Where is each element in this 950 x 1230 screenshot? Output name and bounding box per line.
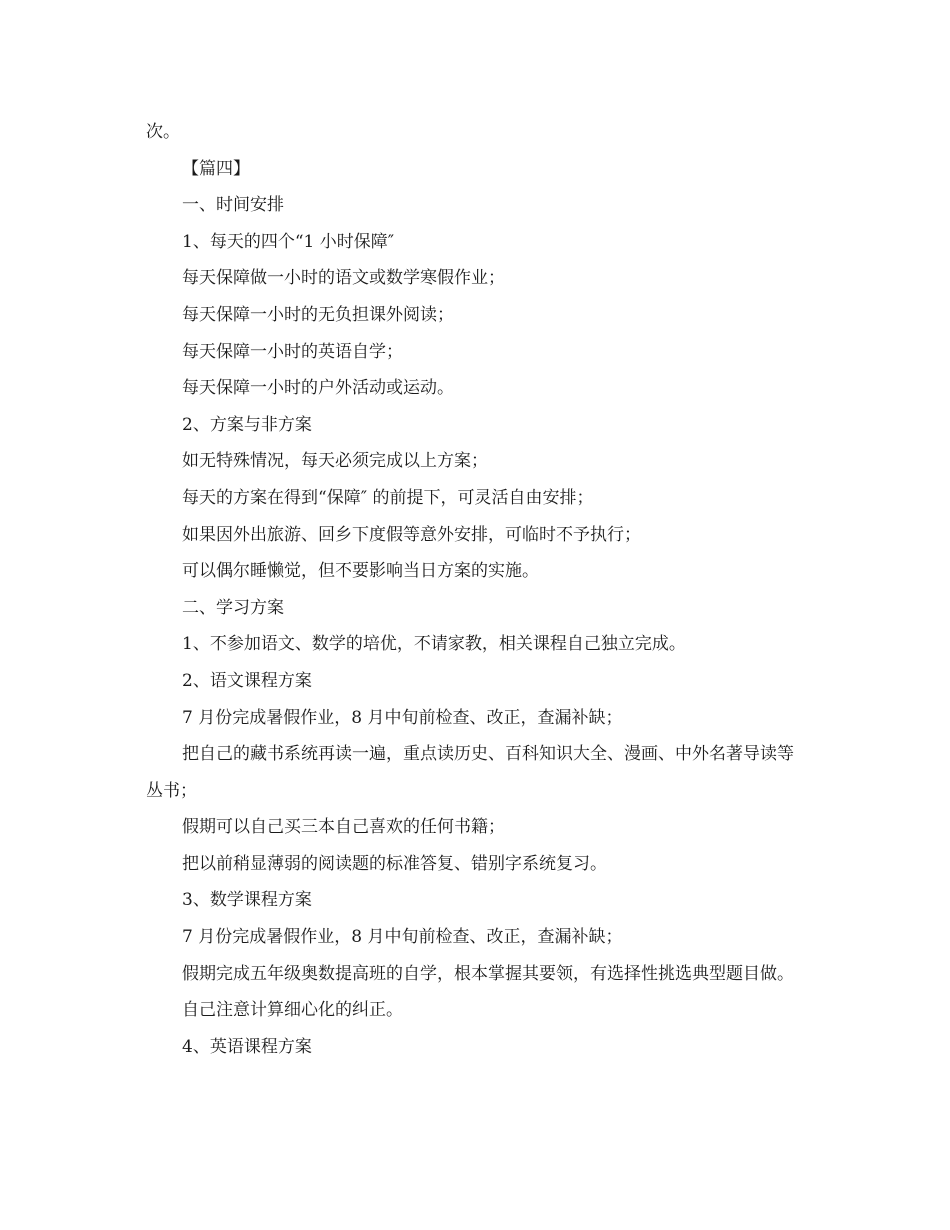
subheading-chinese-plan: 2、语文课程方案 <box>182 670 312 691</box>
section-heading-part-four: 【篇四】 <box>182 158 250 179</box>
subheading-math-plan: 3、数学课程方案 <box>182 890 312 911</box>
paragraph: 每天保障一小时的无负担课外阅读； <box>182 304 454 325</box>
paragraph: 自己注意计算细心化的纠正。 <box>182 1000 403 1021</box>
paragraph-continuation: 次。 <box>146 122 180 142</box>
paragraph: 每天保障做一小时的语文或数学寒假作业； <box>182 268 505 289</box>
paragraph: 假期完成五年级奥数提高班的自学，根本掌握其要领，有选择性挑选典型题目做。 <box>182 963 794 984</box>
paragraph: 每天保障一小时的户外活动或运动。 <box>182 378 454 399</box>
heading-study-plan: 二、学习方案 <box>182 597 284 618</box>
paragraph: 1、不参加语文、数学的培优，不请家教，相关课程自己独立完成。 <box>182 634 686 655</box>
paragraph: 每天保障一小时的英语自学； <box>182 341 403 362</box>
heading-time-arrangement: 一、时间安排 <box>182 195 284 216</box>
paragraph: 7 月份完成暑假作业，8 月中旬前检查、改正，查漏补缺； <box>182 707 623 728</box>
paragraph: 把自己的藏书系统再读一遍，重点读历史、百科知识大全、漫画、中外名著导读等丛书； <box>146 744 794 801</box>
paragraph: 假期可以自己买三本自己喜欢的任何书籍； <box>182 817 505 838</box>
paragraph: 把以前稍显薄弱的阅读题的标准答复、错别字系统复习。 <box>182 853 607 874</box>
paragraph: 可以偶尔睡懒觉，但不要影响当日方案的实施。 <box>182 561 539 582</box>
paragraph: 如果因外出旅游、回乡下度假等意外安排，可临时不予执行； <box>182 524 641 545</box>
subheading-english-plan: 4、英语课程方案 <box>182 1036 312 1057</box>
paragraph: 7 月份完成暑假作业，8 月中旬前检查、改正，查漏补缺； <box>182 927 623 948</box>
paragraph: 如无特殊情况，每天必须完成以上方案； <box>182 451 488 472</box>
subheading-four-hours: 1、每天的四个“1 小时保障″ <box>182 231 395 252</box>
subheading-plan-and-non-plan: 2、方案与非方案 <box>182 414 312 435</box>
paragraph: 每天的方案在得到“保障″ 的前提下，可灵活自由安排； <box>182 487 594 508</box>
document-body <box>146 114 806 1065</box>
